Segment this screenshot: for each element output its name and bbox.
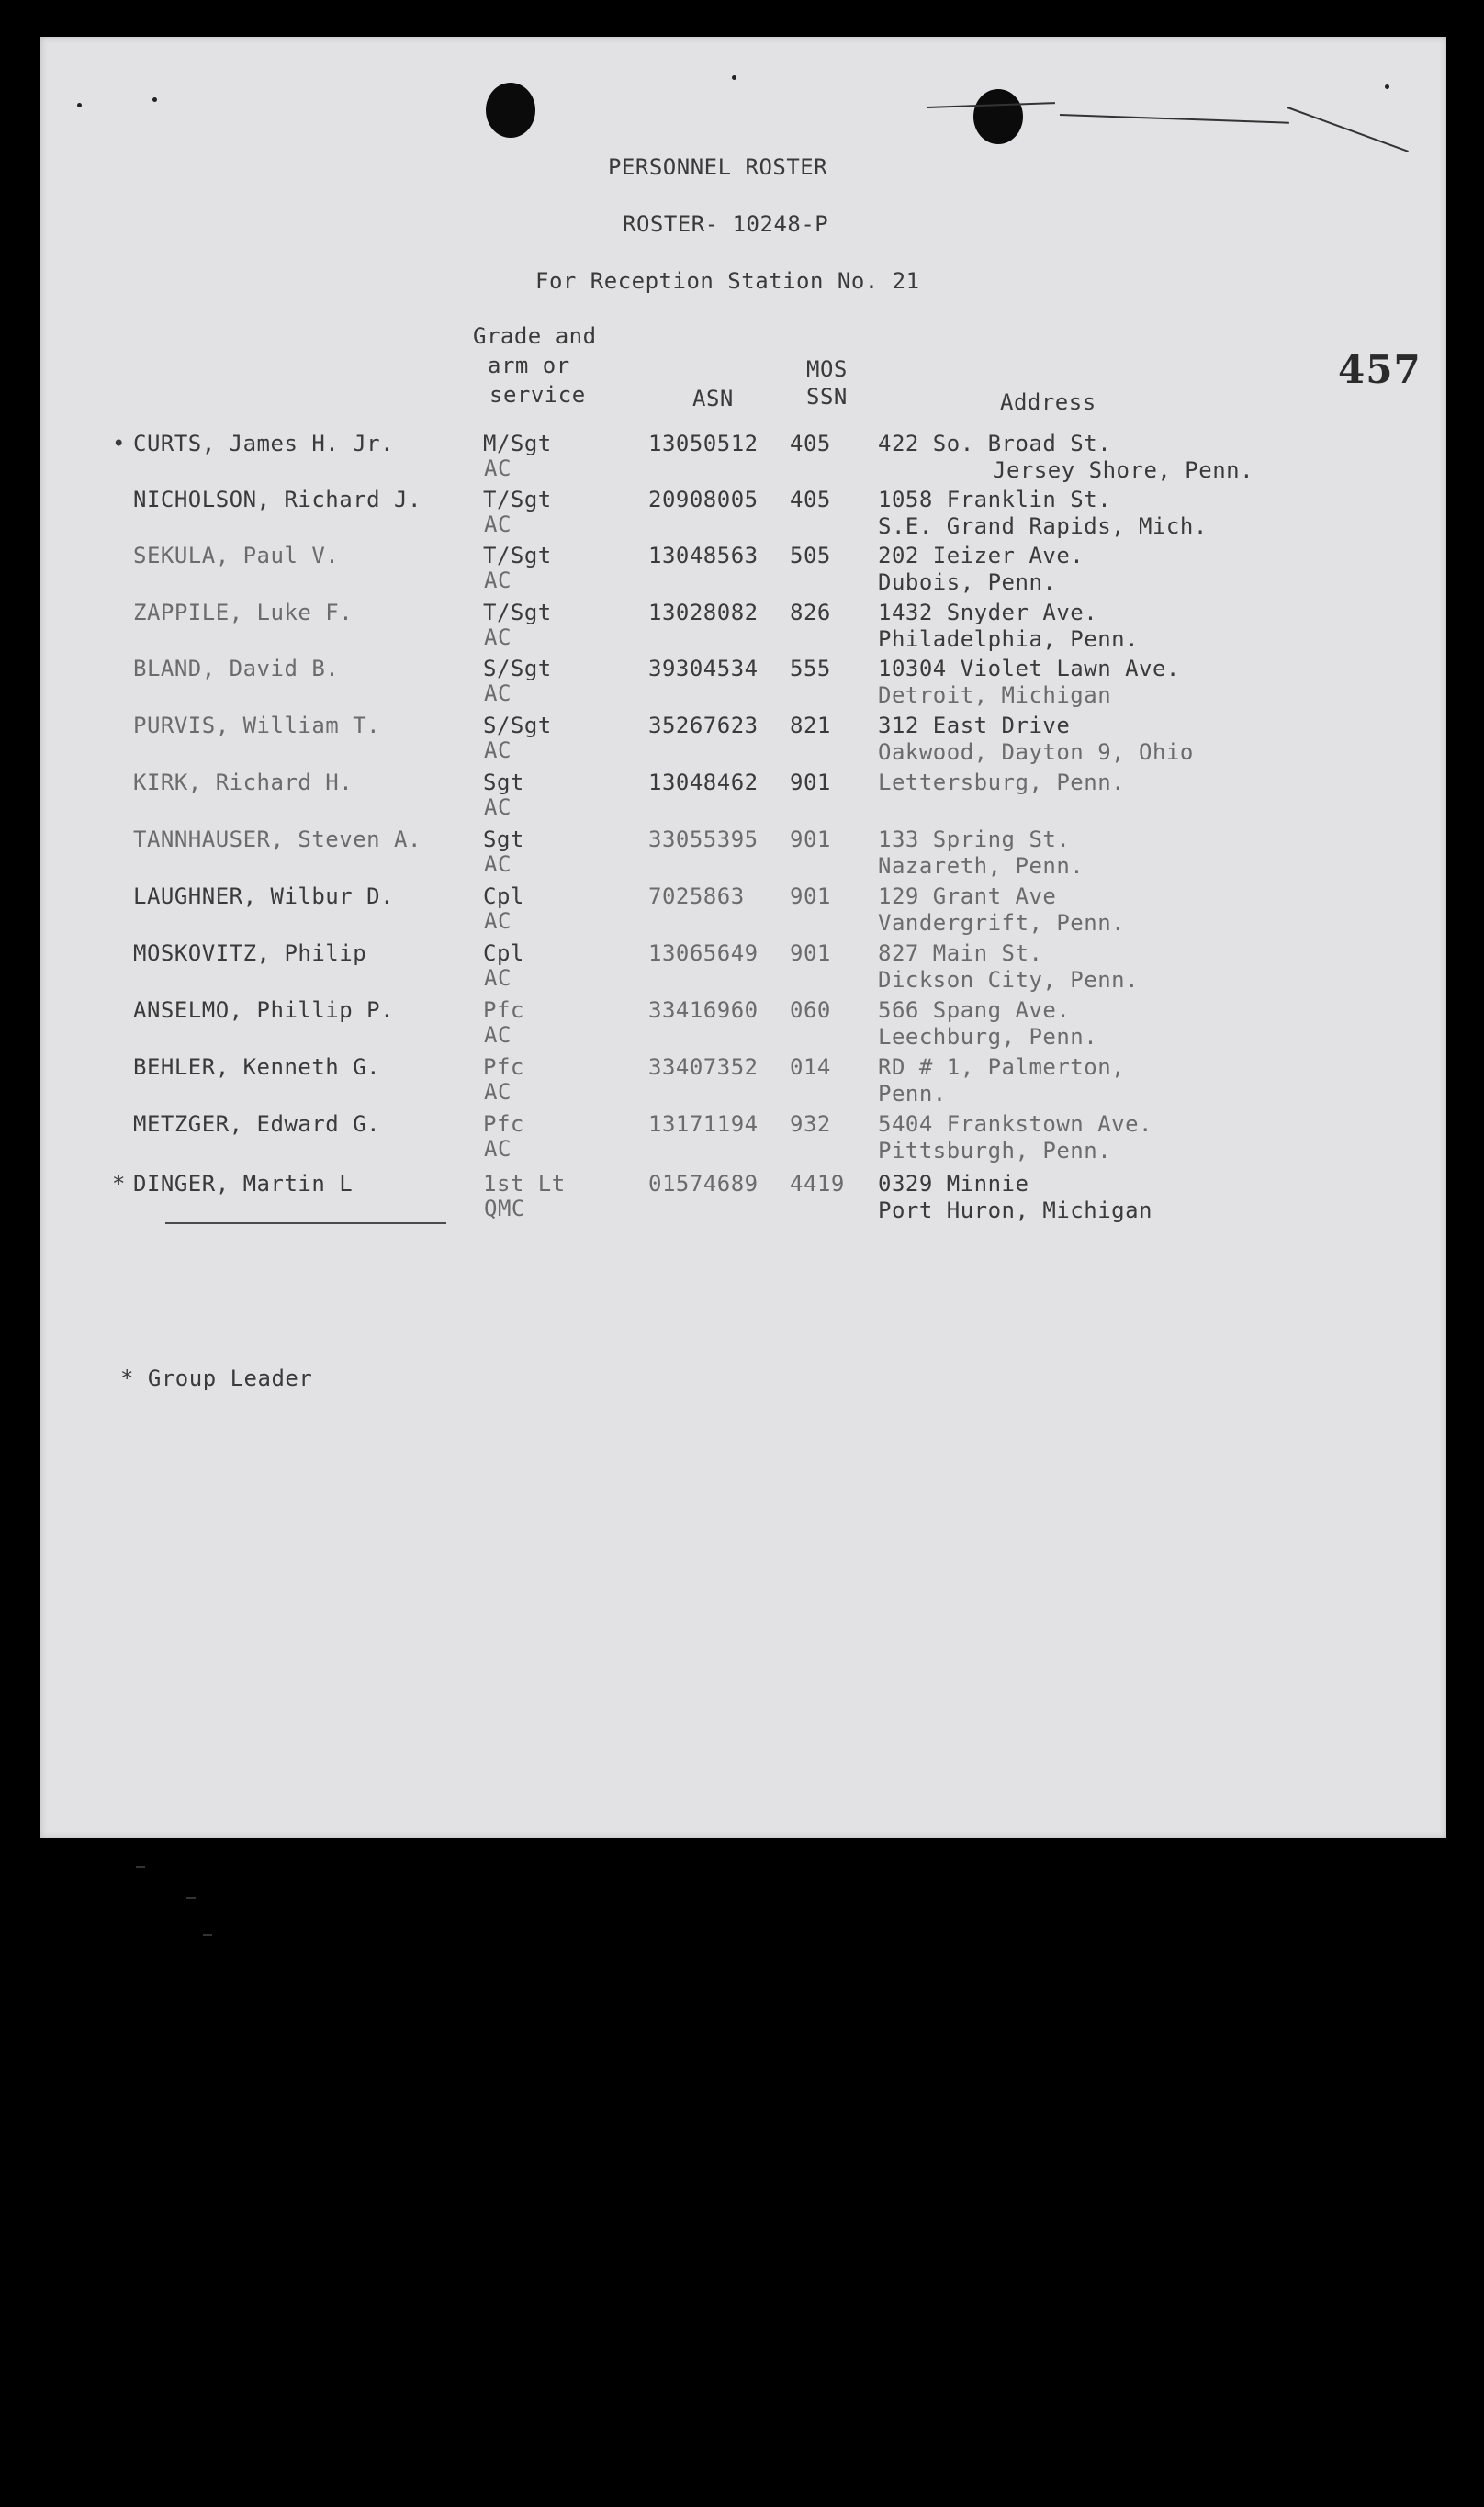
member-asn: 33407352 <box>648 1054 759 1080</box>
member-branch: AC <box>484 512 512 537</box>
member-name: BEHLER, Kenneth G. <box>133 1054 381 1080</box>
speck-mark <box>77 103 82 107</box>
member-asn: 35267623 <box>648 713 759 738</box>
page-number: 457 <box>1338 347 1422 392</box>
member-asn: 13048563 <box>648 543 759 568</box>
address-line-2: S.E. Grand Rapids, Mich. <box>878 513 1208 539</box>
mos-header: SSN <box>806 384 848 410</box>
address-line-2: Vandergrift, Penn. <box>878 910 1126 936</box>
roster-page <box>40 37 1446 1838</box>
member-mos: 060 <box>790 997 831 1023</box>
member-grade: Cpl <box>483 883 524 909</box>
address-line-1: 129 Grant Ave <box>878 883 1057 909</box>
speck-mark <box>152 97 157 102</box>
member-asn: 20908005 <box>648 487 759 512</box>
member-branch: AC <box>484 908 512 934</box>
member-branch: AC <box>484 1022 512 1048</box>
member-mos: 405 <box>790 487 831 512</box>
address-line-2: Jersey Shore, Penn. <box>993 457 1254 483</box>
address-line-1: 312 East Drive <box>878 713 1071 738</box>
member-branch: AC <box>484 965 512 991</box>
member-mos: 901 <box>790 883 831 909</box>
member-branch: AC <box>484 568 512 593</box>
address-line-2: Leechburg, Penn. <box>878 1024 1098 1050</box>
member-name: NICHOLSON, Richard J. <box>133 487 422 512</box>
roster-number: ROSTER- 10248-P <box>623 211 829 237</box>
member-name: PURVIS, William T. <box>133 713 381 738</box>
address-line-2: Detroit, Michigan <box>878 682 1112 708</box>
member-mos: 901 <box>790 826 831 852</box>
member-name: TANNHAUSER, Steven A. <box>133 826 422 852</box>
asn-header: ASN <box>692 386 734 411</box>
member-mos: 932 <box>790 1111 831 1137</box>
member-asn: 13048462 <box>648 770 759 795</box>
member-grade: 1st Lt <box>483 1171 566 1197</box>
member-mos: 901 <box>790 940 831 966</box>
punch-hole-right <box>973 89 1023 144</box>
member-branch: AC <box>484 680 512 706</box>
member-name: MOSKOVITZ, Philip <box>133 940 367 966</box>
member-name: METZGER, Edward G. <box>133 1111 381 1137</box>
member-name: DINGER, Martin L <box>133 1171 354 1197</box>
member-asn: 13065649 <box>648 940 759 966</box>
member-mos: 901 <box>790 770 831 795</box>
member-name: CURTS, James H. Jr. <box>133 431 395 456</box>
member-name: BLAND, David B. <box>133 656 340 681</box>
member-branch: AC <box>484 455 512 481</box>
address-line-1: 827 Main St. <box>878 940 1043 966</box>
member-asn: 13171194 <box>648 1111 759 1137</box>
grade-header: Grade and <box>473 323 597 349</box>
address-line-2: Penn. <box>878 1081 947 1107</box>
member-asn: 01574689 <box>648 1171 759 1197</box>
member-branch: AC <box>484 794 512 820</box>
film-mark <box>186 1897 196 1899</box>
member-mos: 555 <box>790 656 831 681</box>
address-line-2: Nazareth, Penn. <box>878 853 1085 879</box>
member-branch: AC <box>484 851 512 877</box>
address-line-1: 5404 Frankstown Ave. <box>878 1111 1152 1137</box>
member-grade: Pfc <box>483 1111 524 1137</box>
member-grade: Cpl <box>483 940 524 966</box>
member-branch: AC <box>484 624 512 650</box>
film-mark <box>203 1934 212 1936</box>
address-line-1: 0329 Minnie <box>878 1171 1029 1197</box>
member-mos: 826 <box>790 600 831 625</box>
address-line-1: Lettersburg, Penn. <box>878 770 1126 795</box>
member-mos: 4419 <box>790 1171 845 1197</box>
member-grade: Pfc <box>483 997 524 1023</box>
speck-mark <box>1385 84 1389 89</box>
member-mos: 821 <box>790 713 831 738</box>
member-grade: M/Sgt <box>483 431 552 456</box>
group-leader-note: * Group Leader <box>120 1366 313 1391</box>
strikethrough-line <box>165 1222 446 1224</box>
address-header: Address <box>1000 389 1096 415</box>
member-branch: AC <box>484 1136 512 1162</box>
member-grade: Sgt <box>483 770 524 795</box>
member-asn: 13050512 <box>648 431 759 456</box>
speck-mark <box>732 75 736 80</box>
row-marker: * <box>112 1171 126 1197</box>
member-grade: T/Sgt <box>483 543 552 568</box>
member-name: LAUGHNER, Wilbur D. <box>133 883 395 909</box>
address-line-2: Dubois, Penn. <box>878 569 1057 595</box>
member-branch: AC <box>484 737 512 763</box>
member-asn: 7025863 <box>648 883 745 909</box>
film-mark <box>136 1866 145 1868</box>
mos-header: MOS <box>806 356 848 382</box>
member-grade: Sgt <box>483 826 524 852</box>
address-line-1: 422 So. Broad St. <box>878 431 1112 456</box>
address-line-1: RD # 1, Palmerton, <box>878 1054 1126 1080</box>
address-line-2: Oakwood, Dayton 9, Ohio <box>878 739 1194 765</box>
grade-header: service <box>489 382 586 408</box>
member-name: ZAPPILE, Luke F. <box>133 600 354 625</box>
address-line-1: 1432 Snyder Ave. <box>878 600 1098 625</box>
member-branch: AC <box>484 1079 512 1105</box>
member-asn: 13028082 <box>648 600 759 625</box>
address-line-1: 202 Ieizer Ave. <box>878 543 1085 568</box>
member-mos: 014 <box>790 1054 831 1080</box>
member-name: SEKULA, Paul V. <box>133 543 340 568</box>
member-grade: Pfc <box>483 1054 524 1080</box>
row-marker: • <box>112 431 126 456</box>
address-line-1: 133 Spring St. <box>878 826 1071 852</box>
member-asn: 39304534 <box>648 656 759 681</box>
scuff-mark <box>1060 114 1289 124</box>
address-line-2: Dickson City, Penn. <box>878 967 1140 993</box>
roster-title: PERSONNEL ROSTER <box>608 154 828 180</box>
member-name: ANSELMO, Phillip P. <box>133 997 395 1023</box>
member-grade: T/Sgt <box>483 487 552 512</box>
punch-hole-left <box>486 83 535 138</box>
grade-header: arm or <box>488 353 570 378</box>
member-grade: S/Sgt <box>483 713 552 738</box>
station-heading: For Reception Station No. 21 <box>535 268 920 294</box>
scuff-mark <box>1287 107 1409 152</box>
address-line-1: 10304 Violet Lawn Ave. <box>878 656 1180 681</box>
address-line-2: Pittsburgh, Penn. <box>878 1138 1112 1164</box>
address-line-1: 1058 Franklin St. <box>878 487 1112 512</box>
member-mos: 505 <box>790 543 831 568</box>
address-line-1: 566 Spang Ave. <box>878 997 1071 1023</box>
member-name: KIRK, Richard H. <box>133 770 354 795</box>
member-branch: QMC <box>484 1196 525 1221</box>
member-asn: 33055395 <box>648 826 759 852</box>
member-grade: T/Sgt <box>483 600 552 625</box>
member-asn: 33416960 <box>648 997 759 1023</box>
member-mos: 405 <box>790 431 831 456</box>
address-line-2: Port Huron, Michigan <box>878 1197 1152 1223</box>
address-line-2: Philadelphia, Penn. <box>878 626 1140 652</box>
member-grade: S/Sgt <box>483 656 552 681</box>
